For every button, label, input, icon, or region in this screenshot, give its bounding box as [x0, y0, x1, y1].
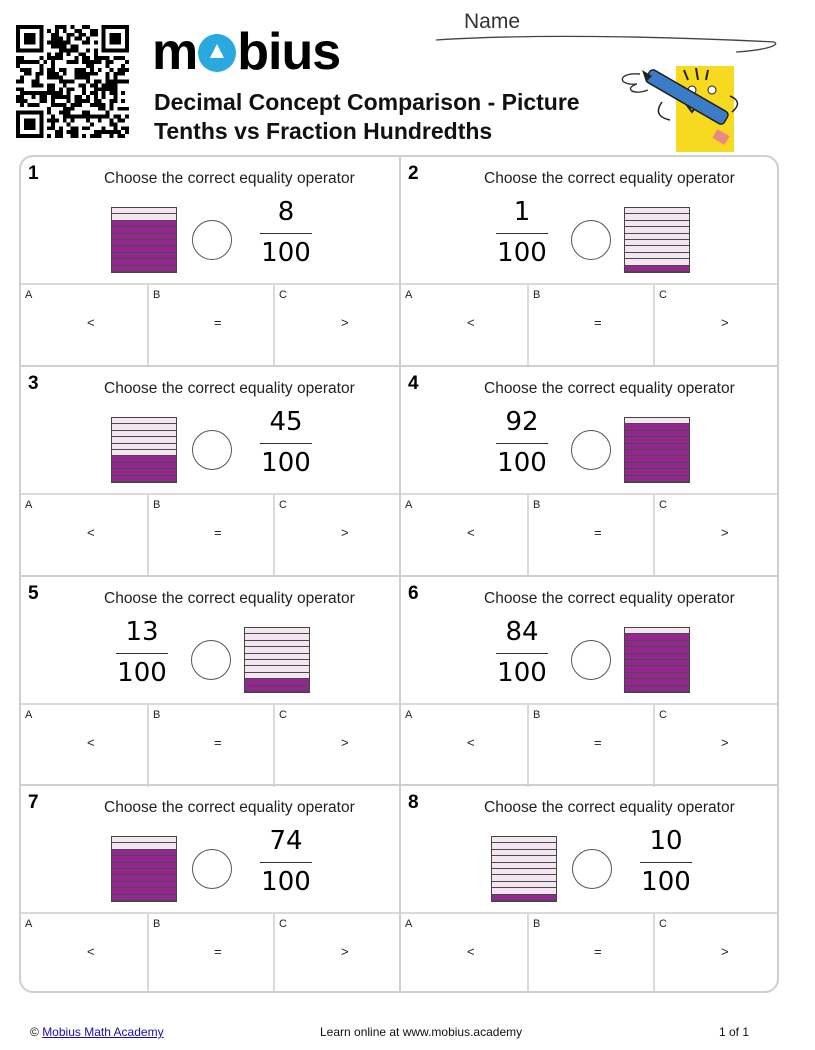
question-card: [21, 577, 399, 785]
choice-symbol: =: [594, 735, 602, 750]
copyright-symbol: ©: [30, 1025, 39, 1039]
row-divider: [21, 784, 777, 786]
choice-letter: B: [153, 709, 161, 721]
fraction-numerator: 45: [269, 407, 303, 437]
choice-c[interactable]: [653, 285, 779, 367]
choice-a[interactable]: [21, 914, 147, 993]
fraction-numerator: 8: [277, 197, 295, 227]
choice-letter: A: [405, 289, 413, 301]
choice-letter: A: [405, 499, 413, 511]
question-prompt: Choose the correct equality operator: [104, 799, 355, 816]
filled-tenth: [112, 895, 176, 901]
fraction-bar: [260, 862, 312, 863]
choice-a[interactable]: [401, 705, 527, 787]
academy-link[interactable]: Mobius Math Academy: [42, 1025, 164, 1039]
choice-c[interactable]: [273, 495, 399, 577]
fraction-bar: [496, 653, 548, 654]
choice-symbol: <: [87, 315, 95, 330]
fraction-bar: [496, 233, 548, 234]
pencil-mascot-icon: [612, 52, 742, 157]
fraction-denominator: 100: [641, 867, 691, 897]
choice-b[interactable]: [527, 914, 653, 993]
fraction-denominator: 100: [497, 238, 547, 268]
question-card: [21, 157, 399, 365]
filled-tenth: [625, 266, 689, 272]
title-line-2: Tenths vs Fraction Hundredths: [154, 118, 493, 144]
question-prompt: Choose the correct equality operator: [484, 170, 735, 187]
choice-symbol: >: [721, 315, 729, 330]
filled-tenth: [492, 895, 556, 901]
question-number: 5: [28, 583, 39, 604]
choice-c[interactable]: [273, 914, 399, 993]
fraction: [256, 826, 316, 897]
choice-letter: B: [533, 709, 541, 721]
footer-copyright: [30, 1025, 164, 1039]
answer-circle[interactable]: [192, 220, 232, 260]
choice-letter: B: [153, 499, 161, 511]
choice-b[interactable]: [147, 705, 273, 787]
filled-tenth: [625, 686, 689, 692]
filled-tenth: [245, 686, 309, 692]
question-number: 1: [28, 163, 39, 184]
choice-letter: C: [659, 918, 667, 930]
fraction: [492, 197, 552, 268]
choice-letter: A: [405, 709, 413, 721]
question-number: 8: [408, 792, 419, 813]
row-divider: [21, 365, 777, 367]
fraction: [112, 617, 172, 688]
choice-symbol: <: [467, 525, 475, 540]
question-prompt: Choose the correct equality operator: [484, 590, 735, 607]
question-prompt: Choose the correct equality operator: [484, 380, 735, 397]
choice-letter: C: [659, 499, 667, 511]
mobius-logo: m bius: [152, 23, 341, 81]
fraction-numerator: 13: [125, 617, 159, 647]
tenths-bar-model: [624, 417, 690, 483]
question-number: 4: [408, 373, 419, 394]
choice-symbol: =: [594, 944, 602, 959]
fraction-bar: [640, 862, 692, 863]
footer-url: Learn online at www.mobius.academy: [320, 1025, 523, 1039]
choice-b[interactable]: [527, 285, 653, 367]
filled-tenth: [112, 266, 176, 272]
choice-symbol: >: [721, 525, 729, 540]
tenths-bar-model: [491, 836, 557, 902]
choice-letter: C: [279, 918, 287, 930]
choice-symbol: <: [87, 735, 95, 750]
choice-symbol: >: [721, 944, 729, 959]
choice-c[interactable]: [273, 705, 399, 787]
logo-drop-icon: [198, 34, 236, 72]
choice-a[interactable]: [401, 495, 527, 577]
tenths-bar-model: [111, 207, 177, 273]
choice-letter: A: [25, 918, 33, 930]
choice-letter: A: [25, 709, 33, 721]
fraction-numerator: 92: [505, 407, 539, 437]
choice-symbol: <: [467, 944, 475, 959]
choice-symbol: >: [721, 735, 729, 750]
fraction-denominator: 100: [497, 658, 547, 688]
choice-symbol: >: [341, 525, 349, 540]
question-number: 2: [408, 163, 419, 184]
tenths-bar-model: [111, 417, 177, 483]
column-divider: [399, 157, 401, 991]
choice-symbol: =: [594, 525, 602, 540]
questions-grid: [19, 155, 779, 993]
answer-circle[interactable]: [192, 849, 232, 889]
choice-letter: C: [279, 289, 287, 301]
fraction-bar: [260, 443, 312, 444]
tenths-bar-model: [624, 627, 690, 693]
question-card: [401, 367, 779, 575]
choice-b[interactable]: [147, 914, 273, 993]
choice-b[interactable]: [527, 705, 653, 787]
choice-letter: A: [25, 289, 33, 301]
filled-tenth: [112, 476, 176, 482]
question-prompt: Choose the correct equality operator: [104, 380, 355, 397]
answer-choices: [21, 912, 399, 993]
choice-letter: B: [533, 499, 541, 511]
answer-choices: [21, 703, 399, 787]
fraction: [256, 197, 316, 268]
choice-letter: B: [533, 289, 541, 301]
answer-choices: [21, 493, 399, 577]
choice-c[interactable]: [653, 914, 779, 993]
choice-symbol: =: [214, 735, 222, 750]
question-card: [401, 786, 779, 993]
answer-choices: [401, 493, 779, 577]
answer-choices: [21, 283, 399, 367]
fraction: [492, 617, 552, 688]
choice-c[interactable]: [653, 705, 779, 787]
question-prompt: Choose the correct equality operator: [484, 799, 735, 816]
choice-c[interactable]: [273, 285, 399, 367]
fraction: [636, 826, 696, 897]
choice-a[interactable]: [21, 285, 147, 367]
choice-symbol: <: [467, 735, 475, 750]
choice-a[interactable]: [21, 705, 147, 787]
choice-a[interactable]: [401, 285, 527, 367]
fraction-denominator: 100: [261, 238, 311, 268]
answer-circle[interactable]: [571, 640, 611, 680]
answer-circle[interactable]: [572, 849, 612, 889]
question-prompt: Choose the correct equality operator: [104, 170, 355, 187]
page-number: 1 of 1: [719, 1025, 750, 1039]
choice-letter: A: [405, 918, 413, 930]
name-label: Name: [464, 10, 521, 33]
choice-symbol: <: [467, 315, 475, 330]
choice-letter: A: [25, 499, 33, 511]
choice-a[interactable]: [401, 914, 527, 993]
answer-choices: [401, 703, 779, 787]
choice-symbol: <: [87, 944, 95, 959]
fraction-numerator: 10: [649, 826, 683, 856]
qr-code-icon: [16, 25, 129, 138]
choice-symbol: =: [214, 315, 222, 330]
question-card: [401, 577, 779, 785]
answer-circle[interactable]: [191, 640, 231, 680]
question-card: [21, 367, 399, 575]
choice-symbol: >: [341, 735, 349, 750]
fraction-numerator: 74: [269, 826, 303, 856]
choice-letter: B: [153, 289, 161, 301]
choice-c[interactable]: [653, 495, 779, 577]
answer-circle[interactable]: [571, 220, 611, 260]
answer-choices: [401, 912, 779, 993]
choice-symbol: <: [87, 525, 95, 540]
choice-letter: C: [659, 289, 667, 301]
answer-choices: [401, 283, 779, 367]
choice-symbol: =: [594, 315, 602, 330]
choice-b[interactable]: [147, 285, 273, 367]
question-number: 6: [408, 583, 419, 604]
fraction-denominator: 100: [117, 658, 167, 688]
fraction-denominator: 100: [497, 448, 547, 478]
fraction-bar: [260, 233, 312, 234]
choice-symbol: >: [341, 315, 349, 330]
fraction-denominator: 100: [261, 867, 311, 897]
question-number: 7: [28, 792, 39, 813]
filled-tenth: [625, 476, 689, 482]
fraction-numerator: 1: [513, 197, 531, 227]
tenths-bar-model: [244, 627, 310, 693]
fraction-numerator: 84: [505, 617, 539, 647]
fraction-denominator: 100: [261, 448, 311, 478]
answer-circle[interactable]: [192, 430, 232, 470]
answer-circle[interactable]: [571, 430, 611, 470]
choice-letter: B: [153, 918, 161, 930]
fraction-bar: [116, 653, 168, 654]
fraction: [492, 407, 552, 478]
tenths-bar-model: [111, 836, 177, 902]
choice-a[interactable]: [21, 495, 147, 577]
tenths-bar-model: [624, 207, 690, 273]
choice-letter: B: [533, 918, 541, 930]
question-card: [401, 157, 779, 365]
choice-b[interactable]: [527, 495, 653, 577]
choice-letter: C: [279, 499, 287, 511]
row-divider: [21, 575, 777, 577]
choice-symbol: =: [214, 944, 222, 959]
choice-letter: C: [659, 709, 667, 721]
question-number: 3: [28, 373, 39, 394]
title-line-1: Decimal Concept Comparison - Picture: [154, 89, 580, 115]
choice-b[interactable]: [147, 495, 273, 577]
question-card: [21, 786, 399, 993]
page-title: [154, 88, 580, 146]
fraction-bar: [496, 443, 548, 444]
question-prompt: Choose the correct equality operator: [104, 590, 355, 607]
choice-symbol: >: [341, 944, 349, 959]
choice-letter: C: [279, 709, 287, 721]
choice-symbol: =: [214, 525, 222, 540]
fraction: [256, 407, 316, 478]
